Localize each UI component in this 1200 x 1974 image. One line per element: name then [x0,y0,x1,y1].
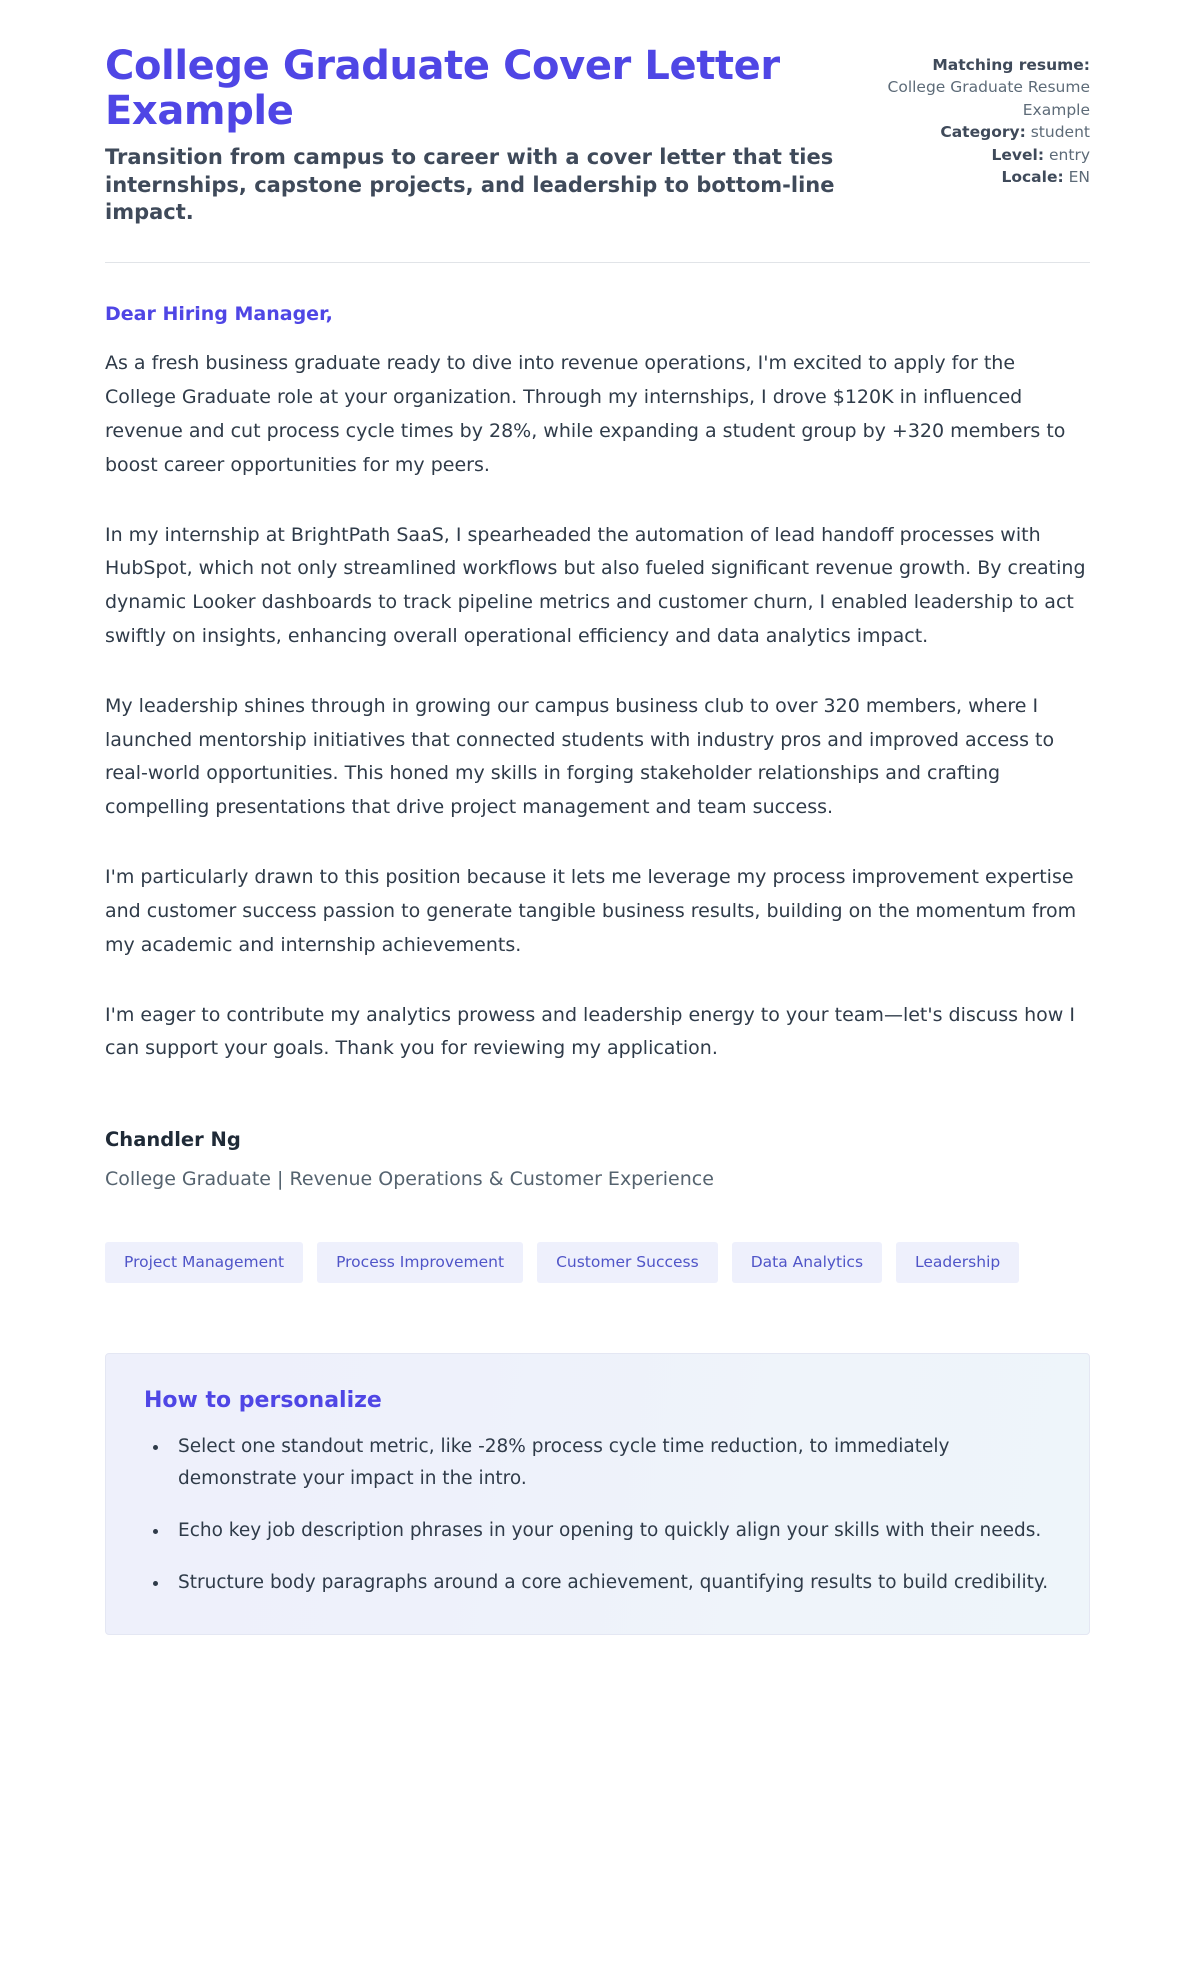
skill-tag-list [105,1242,1090,1284]
signature-name: Chandler Ng [105,1128,241,1152]
skill-tag[interactable]: Project Management [105,1242,303,1284]
meta-matching-resume-value: College Graduate Resume Example [887,78,1090,119]
meta-level [875,144,1090,166]
callout-tip-item: • Select one standout metric, like -28% process cycle time reduction, to immediately demonstrate your impact in the intro. [170,1431,1051,1495]
letter-body [105,263,1090,1193]
callout-tip-list [144,1431,1051,1598]
signature-block [105,1128,1090,1194]
letter-paragraph: I'm eager to contribute my analytics prowess and leadership energy to your team—let's discuss how I can support your goals. Thank you for reviewing my application. [105,1003,1075,1060]
callout-title: How to personalize [144,1388,382,1414]
skill-tag[interactable]: Data Analytics [732,1242,882,1284]
meta-level-label: Level: [991,145,1045,164]
meta-category [875,121,1090,143]
letter-paragraph: I'm particularly drawn to this position because it lets me leverage my process improvement expertise and customer success passion to generate tangible business results, building on the momentum from my academic and internship achievements. [105,866,1077,956]
meta-level-value: entry [1049,145,1090,164]
meta-matching-resume-label: Matching resume: [932,56,1090,74]
meta-locale-label: Locale: [1001,168,1064,187]
meta-category-value: student [1030,123,1090,142]
letter-paragraph: My leadership shines through in growing our campus business club to over 320 members, where I launched mentorship initiatives that connected students with industry pros and improved access to real-world opportunities. This honed my skills in forging stakeholder relationships and crafting compelling presentations that drive project management and team success. [105,694,1055,819]
header-text-block [105,44,835,227]
personalize-callout [105,1353,1090,1635]
callout-tip-item: • Structure body paragraphs around a core achievement, quantifying results to build credibility. [170,1567,1051,1599]
page-title: College Graduate Cover Letter Example [105,43,780,134]
callout-tip-item: • Echo key job description phrases in your opening to quickly align your skills with their needs. [170,1515,1051,1547]
salutation: Dear Hiring Manager, [105,303,333,326]
page-subtitle: Transition from campus to career with a cover letter that ties internships, capstone projects, and leadership to bottom-line impact. [105,144,835,225]
letter-paragraph: In my internship at BrightPath SaaS, I spearheaded the automation of lead handoff processes with HubSpot, which not only streamlined workflows but also fueled significant revenue growth. By creating dynamic Looker dashboards to track pipeline metrics and customer churn, I enabled leadership to act swiftly on insights, enhancing overall operational efficiency and data analytics impact. [105,523,1086,648]
meta-category-label: Category: [940,123,1026,142]
document-metadata [875,44,1090,189]
meta-locale-value: EN [1068,168,1090,187]
signature-role: College Graduate | Revenue Operations & Customer Experience [105,1168,714,1191]
document-header [105,44,1090,227]
skill-tag[interactable]: Process Improvement [317,1242,523,1284]
skill-tag[interactable]: Customer Success [537,1242,718,1284]
skill-tag[interactable]: Leadership [896,1242,1019,1284]
letter-paragraph: As a fresh business graduate ready to dive into revenue operations, I'm excited to apply for the College Graduate role at your organization. Through my internships, I drove $120K in influenced revenue and cut process cycle times by 28%, while expanding a student group by +320 members to boost career opportunities for my peers. [105,352,1066,476]
meta-matching-resume [875,54,1090,121]
meta-locale [875,166,1090,188]
